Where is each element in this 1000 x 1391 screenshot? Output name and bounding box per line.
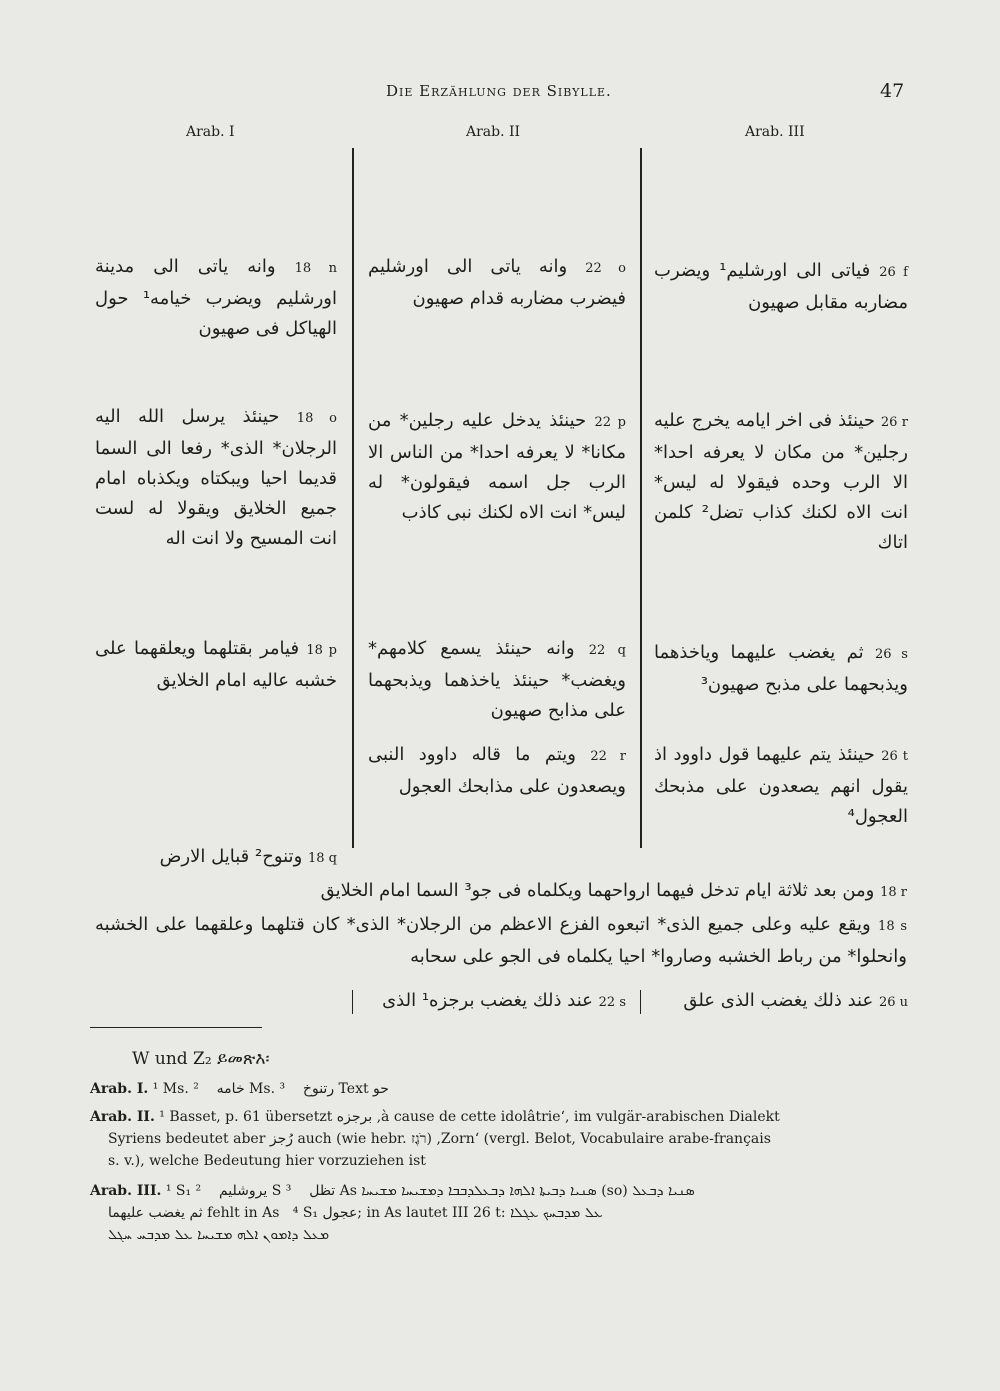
footnote-arabic: عجول <box>322 1205 358 1221</box>
page-number: 47 <box>880 80 905 102</box>
footnote-marker: ² Ms. <box>193 1081 276 1097</box>
verse-number: 18 n <box>294 261 337 276</box>
verse-number: 18 r <box>880 885 907 900</box>
column-heading-arab-1: Arab. I <box>186 124 235 140</box>
column-heading-arab-3: Arab. III <box>745 124 805 140</box>
verse-block <box>368 986 626 1018</box>
footnote-arabic: برجزه <box>336 1109 373 1125</box>
verse-number: 18 p <box>306 643 337 658</box>
footnote-arabic: ثم يغضب عليهما <box>108 1205 203 1221</box>
verse-block <box>95 402 337 554</box>
verse-number: 22 p <box>594 415 626 430</box>
footnote-text: s. v.), welche Bedeutung hier vorzuziehen ist <box>108 1153 426 1169</box>
footnote-text: ; in As lautet III 26 t: <box>357 1205 506 1221</box>
footnote-text: ¹ Basset, p. 61 übersetzt <box>159 1109 333 1125</box>
column-divider <box>640 148 642 848</box>
footnote-label: Arab. I. <box>90 1081 149 1097</box>
verse-number: 18 s <box>878 919 907 934</box>
footnote-marker: ¹ Ms. <box>152 1081 189 1097</box>
footnote-label: Arab. II. <box>90 1109 155 1125</box>
verse-number: 22 s <box>598 995 626 1010</box>
footnote-arabic: تظل <box>309 1183 336 1199</box>
footnote-arabic: يروشليم <box>218 1183 268 1199</box>
verse-block <box>654 638 908 700</box>
footnote-arab-2 <box>90 1106 910 1172</box>
verse-block <box>95 634 337 696</box>
footnote-text: (so) <box>601 1183 628 1199</box>
verse-text: حينئذ يرسل الله اليه الرجلان* الذى* رفعا الى السما قديما احيا ويبكتاه ويكذباه امام جميع الخلايق ويقولا له لست انت المسيح ولا انت اله <box>95 406 337 549</box>
footnote-text: Syriens bedeutet aber <box>108 1131 266 1147</box>
footnote-marker: ⁴ S₁ <box>292 1205 319 1221</box>
footnote-marker: ² S <box>195 1183 282 1199</box>
footnote-arab-3 <box>90 1180 910 1246</box>
verse-block <box>368 406 626 528</box>
column-divider <box>352 990 353 1014</box>
verse-text: عند ذلك يغضب الذى علق <box>683 990 874 1011</box>
verse-text: ويتم ما قاله داوود النبى ويصعدون على مذابحك العجول <box>368 744 626 797</box>
verse-text: فيامر بقتلهما ويعلقهما على خشبه عاليه امام الخلايق <box>95 638 337 691</box>
footnote-syriac: ܣܢܝܐ ܕܒܝܬܐ ܐܠܗܐ ܕܒܥܠܕܒܒܐ ܕܡܫܝܚܐ ܡܫܝܚܐ <box>361 1183 597 1199</box>
footnote-w: W und Z₂ ይመጽእ፡ <box>132 1049 270 1069</box>
verse-number: 26 f <box>879 265 908 280</box>
verse-number: 22 r <box>590 749 626 764</box>
verse-text: ومن بعد ثلاثة ايام تدخل فيهما ارواحهما ويكلماه فى جو³ السما امام الخلايق <box>320 880 875 901</box>
verse-text: وانه حينئذ يسمع كلامهم* ويغضب* حينئذ ياخذهما ويذبحهما على مذابح صهيون <box>368 638 626 721</box>
column-divider <box>352 148 354 848</box>
verse-block-full <box>95 910 907 972</box>
footnote-label: Arab. III. <box>90 1183 162 1199</box>
verse-text: وتنوح² قبايل الارض <box>159 846 303 867</box>
footnote-arabic: رُجز <box>269 1131 293 1147</box>
verse-text: ويقع عليه وعلى جميع الذى* اتبعوه الفزع الاعظم من الرجلان* الذى* كان قتلهما وعلقهما على الخشبه وانحلوا* من رباط الخشبه وصاروا* احيا يكلماه فى الجو على سحابه <box>95 914 907 967</box>
footnote-rule <box>90 1027 262 1028</box>
verse-number: 18 q <box>308 851 337 866</box>
footnote-text: ‚à cause de cette idolâtrie‘, im vulgär-arabischen Dialekt <box>376 1109 780 1125</box>
footnote-arabic: خامه <box>216 1081 245 1097</box>
verse-text: حينئذ فى اخر ايامه يخرج عليه رجلين* من مكان لا يعرفه احدا* الا الرب وحده فيقولا له ليس* انت الاه لكنك كذاب تضل² كلمن اتاك <box>654 410 909 553</box>
verse-number: 22 o <box>585 261 626 276</box>
verse-block <box>654 406 908 558</box>
verse-text: وانه ياتى الى مدينة اورشليم ويضرب خيامه¹ حول الهياكل فى صهيون <box>95 256 337 339</box>
column-divider <box>640 990 641 1014</box>
verse-block <box>95 842 337 874</box>
verse-number: 18 o <box>296 411 337 426</box>
verse-number: 22 q <box>588 643 627 658</box>
verse-block <box>654 740 908 832</box>
verse-block <box>368 740 626 802</box>
verse-block <box>95 252 337 344</box>
verse-text: عند ذلك يغضب برجزه¹ الذى <box>382 990 593 1011</box>
verse-block <box>368 252 626 314</box>
footnote-syriac: ܥܠ ܡܕܒܚܟ ܥܓܠܐ <box>510 1205 603 1221</box>
verse-block-full <box>95 876 907 908</box>
verse-text: حينئذ يدخل عليه رجلين* من مكانا* لا يعرفه احدا* من الناس الا الرب جل اسمه فيقولون* له ليس* انت الاه لكنك نبى كاذب <box>368 410 626 523</box>
column-heading-arab-2: Arab. II <box>466 124 521 140</box>
footnote-marker: ³ Text <box>279 1081 369 1097</box>
footnote-syriac: ܡܥܠ ܕܐܡܘܢ ܐܠܗ ܡܫܝܚܐ ܥܠ ܡܕܒܚ ܚܓܠ <box>108 1227 330 1243</box>
verse-text: وانه ياتى الى اورشليم فيضرب مضاربه قدام صهيون <box>368 256 626 309</box>
footnote-arabic: رتنوخ <box>302 1081 335 1097</box>
running-head: Die Erzählung der Sibylle. <box>386 82 612 100</box>
verse-text: حينئذ يتم عليهما قول داوود اذ يقول انهم يصعدون على مذبحك العجول⁴ <box>654 744 908 827</box>
footnote-marker: ¹ S₁ <box>165 1183 192 1199</box>
verse-block <box>654 256 908 318</box>
verse-text: ثم يغضب عليهما وياخذهما ويذبحهما على مذبح صهيون³ <box>654 642 908 695</box>
verse-block <box>654 986 908 1018</box>
verse-number: 26 s <box>874 647 908 662</box>
verse-block <box>368 634 626 726</box>
verse-number: 26 t <box>881 749 908 764</box>
verse-text: فياتى الى اورشليم¹ ويضرب مضاربه مقابل صهيون <box>654 260 908 313</box>
footnote-arab-1 <box>90 1078 910 1100</box>
footnote-syriac: ܣܢܝܐ ܕܒܥܠ <box>632 1183 695 1199</box>
footnote-marker: ³ As <box>285 1183 357 1199</box>
footnote-text: auch (wie hebr. רֹגֶז) ‚Zorn‘ (vergl. Belot, Vocabulaire arabe-français <box>297 1131 771 1147</box>
footnote-arabic: حو <box>373 1081 389 1097</box>
verse-number: 26 r <box>880 415 908 430</box>
verse-number: 26 u <box>878 995 908 1010</box>
footnote-text: fehlt in As <box>207 1205 280 1221</box>
